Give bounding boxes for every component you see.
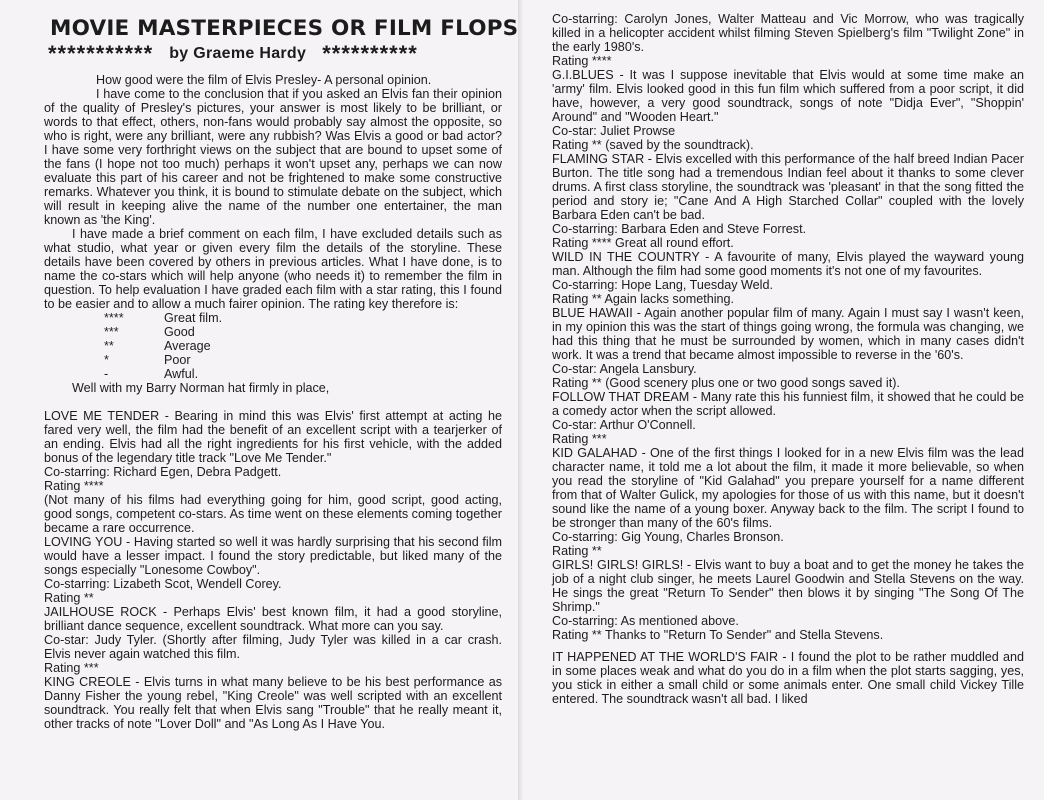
- review-loving-you: LOVING YOU - Having started so well it was hardly surprising that his second film would have a lesser impact. I found the story predictable, but liked many of the songs especially "Lonesome Cowboy".: [44, 535, 502, 577]
- byline-author: by Graeme Hardy: [169, 45, 307, 62]
- right-page: [522, 0, 1044, 800]
- review-blue-hawaii: BLUE HAWAII - Again another popular film of many. Again I must say I wasn't keen, in my opinion this was the start of things going wrong, the formula was changing, we had this thing that he must be surrounded by women, which in many cases didn't work. It was a trend that became almost impossible to reverse in the '60's.: [552, 306, 1024, 362]
- rating-key-stars: ***: [104, 325, 119, 339]
- review-girls-girls-girls: GIRLS! GIRLS! GIRLS! - Elvis want to buy a boat and to get the money he takes the job of a night club singer, he meets Laurel Goodwin and Stella Stevens on the way. He sings the great "Return To Sender" then blows it by singing "The Song Of The Shrimp.": [552, 558, 1024, 614]
- byline-stars-right: **********: [322, 41, 418, 66]
- rating-love-me-tender: Rating ****: [44, 479, 104, 493]
- costars-jailhouse-rock: Co-star: Judy Tyler. (Shortly after filming, Judy Tyler was killed in a car crash. Elvis never again watched this film.: [44, 633, 502, 661]
- review-wild-in-the-country: WILD IN THE COUNTRY - A favourite of many, Elvis played the wayward young man. Although the film had some good moments it's not one of my favourites.: [552, 250, 1024, 278]
- review-king-creole: KING CREOLE - Elvis turns in what many believe to be his best performance as Danny Fisher the young rebel, "King Creole" was well scripted with an excellent soundtrack. You really felt that when Elvis sang "Trouble" that he really meant it, other tracks of note "Lover Doll" and "As Long As I Have You.: [44, 675, 502, 731]
- costars-love-me-tender: Co-starring: Richard Egen, Debra Padgett.: [44, 465, 282, 479]
- review-kid-galahad: KID GALAHAD - One of the first things I looked for in a new Elvis film was the lead character name, it told me a lot about the film, it made it more believable, so when you read the storyline of "Kid Galahad" you prepare yourself for a name different from that of Walter Gulick, my apologies for those of us with this name, but it doesn't sound like the name of a young boxer. Anyway back to the film. The script I found to be stronger than many of the 60's films.: [552, 446, 1024, 530]
- rating-key-label: Good: [164, 325, 195, 339]
- review-jailhouse-rock: JAILHOUSE ROCK - Perhaps Elvis' best known film, it had a good storyline, brilliant dance sequence, excellent soundtrack. What more can you say.: [44, 605, 502, 633]
- costars-kid-galahad: Co-starring: Gig Young, Charles Bronson.: [552, 530, 784, 544]
- transition-line: Well with my Barry Norman hat firmly in place,: [72, 381, 330, 395]
- rating-loving-you: Rating **: [44, 591, 94, 605]
- rating-key: [104, 311, 502, 381]
- rating-key-label: Awful.: [164, 367, 199, 381]
- rating-jailhouse-rock: Rating ***: [44, 661, 99, 675]
- costars-blue-hawaii: Co-star: Angela Lansbury.: [552, 362, 697, 376]
- rating-key-row: [104, 353, 502, 367]
- costars-girls-girls-girls: Co-starring: As mentioned above.: [552, 614, 739, 628]
- rating-key-label: Great film.: [164, 311, 223, 325]
- rating-key-stars: **: [104, 339, 114, 353]
- rating-key-row: [104, 367, 502, 381]
- review-follow-that-dream: FOLLOW THAT DREAM - Many rate this his funniest film, it showed that he could be a comedy actor when the script allowed.: [552, 390, 1024, 418]
- rating-girls-girls-girls: Rating ** Thanks to "Return To Sender" and Stella Stevens.: [552, 628, 884, 642]
- article-title: MOVIE MASTERPIECES OR FILM FLOPS: [50, 16, 519, 41]
- rating-follow-that-dream: Rating ***: [552, 432, 607, 446]
- rating-gi-blues: Rating ** (saved by the soundtrack).: [552, 138, 754, 152]
- costars-king-creole: Co-starring: Carolyn Jones, Walter Matteau and Vic Morrow, who was tragically killed in a helicopter accident whilst filming Steven Spielberg's film "Twilight Zone" in the early 1980's.: [552, 12, 1024, 54]
- rating-king-creole: Rating ****: [552, 54, 612, 68]
- costars-wild-in-the-country: Co-starring: Hope Lang, Tuesday Weld.: [552, 278, 773, 292]
- note-love-me-tender: (Not many of his films had everything going for him, good script, good acting, good songs, competent co-stars. As time went on these elements coming together became a rare occurrence.: [44, 493, 502, 535]
- costars-follow-that-dream: Co-star: Arthur O'Connell.: [552, 418, 696, 432]
- rating-key-stars: -: [104, 367, 109, 381]
- byline: [48, 41, 502, 67]
- intro-question: How good were the film of Elvis Presley- A personal opinion.: [96, 73, 432, 87]
- intro-paragraph: I have come to the conclusion that if you asked an Elvis fan their opinion of the quality of Presley's pictures, your answer is most likely to be brilliant, or words to that effect, others, non-fans would probably say almost the opposite, so who is right, were any brilliant, were any rubbish? Was Elvis a good or bad actor? I have some very forthright views on the subject that are bound to upset some of the fans (I hope not too much) perhaps it won't upset any, perhaps we can now evaluate this part of his career and not be frightened to make some constructive remarks. Whatever you think, it is bound to stimulate debate on the subject, which will result in keeping alive the name of the number one entertainer, the man known as 'the King'.: [44, 87, 502, 227]
- rating-key-stars: *: [104, 353, 109, 367]
- costars-gi-blues: Co-star: Juliet Prowse: [552, 124, 676, 138]
- costars-flaming-star: Co-starring: Barbara Eden and Steve Forrest.: [552, 222, 807, 236]
- byline-stars-left: ***********: [48, 41, 154, 66]
- review-love-me-tender: LOVE ME TENDER - Bearing in mind this was Elvis' first attempt at acting he fared very well, the film had the benefit of an excellent script with a tearjerker of an ending. Elvis had all the right ingredients for his first vehicle, with the added bonus of the legendary title track "Love Me Tender.": [44, 409, 502, 465]
- review-gi-blues: G.I.BLUES - It was I suppose inevitable that Elvis would at some time make an 'army' film. Elvis looked good in this fun film which suffered from a poor script, it did have, however, a very good soundtrack, songs of note "Didja Ever", "Shoppin' Around" and "Wooden Heart.": [552, 68, 1024, 124]
- left-page: [0, 0, 520, 800]
- costars-loving-you: Co-starring: Lizabeth Scot, Wendell Corey.: [44, 577, 282, 591]
- rating-key-row: [104, 325, 502, 339]
- review-it-happened-at-the-worlds-fair: IT HAPPENED AT THE WORLD'S FAIR - I found the plot to be rather muddled and in some places weak and what do you do in a film when the plot starts sagging, yes, you stick in either a small child or some animals enter. One small child Vickey Tille entered. The soundtrack wasn't all bad. I liked: [552, 650, 1024, 706]
- rating-key-label: Poor: [164, 353, 191, 367]
- method-paragraph: I have made a brief comment on each film, I have excluded details such as what studio, what year or given every film the details of the storyline. These details have been covered by others in previous articles. What I have done, is to name the co-stars which will help anyone (who needs it) to remember the film in question. To help evaluation I have graded each film with a star rating, this I found to be easier and to allow a much fairer opinion. The rating key therefore is:: [44, 227, 502, 311]
- rating-key-label: Average: [164, 339, 211, 353]
- rating-wild-in-the-country: Rating ** Again lacks something.: [552, 292, 735, 306]
- review-flaming-star: FLAMING STAR - Elvis excelled with this performance of the half breed Indian Pacer Burton. The title song had a tremendous Indian feel about it thanks to some clever drums. A first class storyline, the soundtrack was 'pleasant' in that the song fitted the period and story ie; "Cane And A High Starched Collar" coupled with the lovely Barbara Eden can't be bad.: [552, 152, 1024, 222]
- rating-kid-galahad: Rating **: [552, 544, 602, 558]
- rating-key-row: [104, 339, 502, 353]
- rating-key-stars: ****: [104, 311, 124, 325]
- rating-key-row: [104, 311, 502, 325]
- rating-blue-hawaii: Rating ** (Good scenery plus one or two good songs saved it).: [552, 376, 900, 390]
- rating-flaming-star: Rating **** Great all round effort.: [552, 236, 734, 250]
